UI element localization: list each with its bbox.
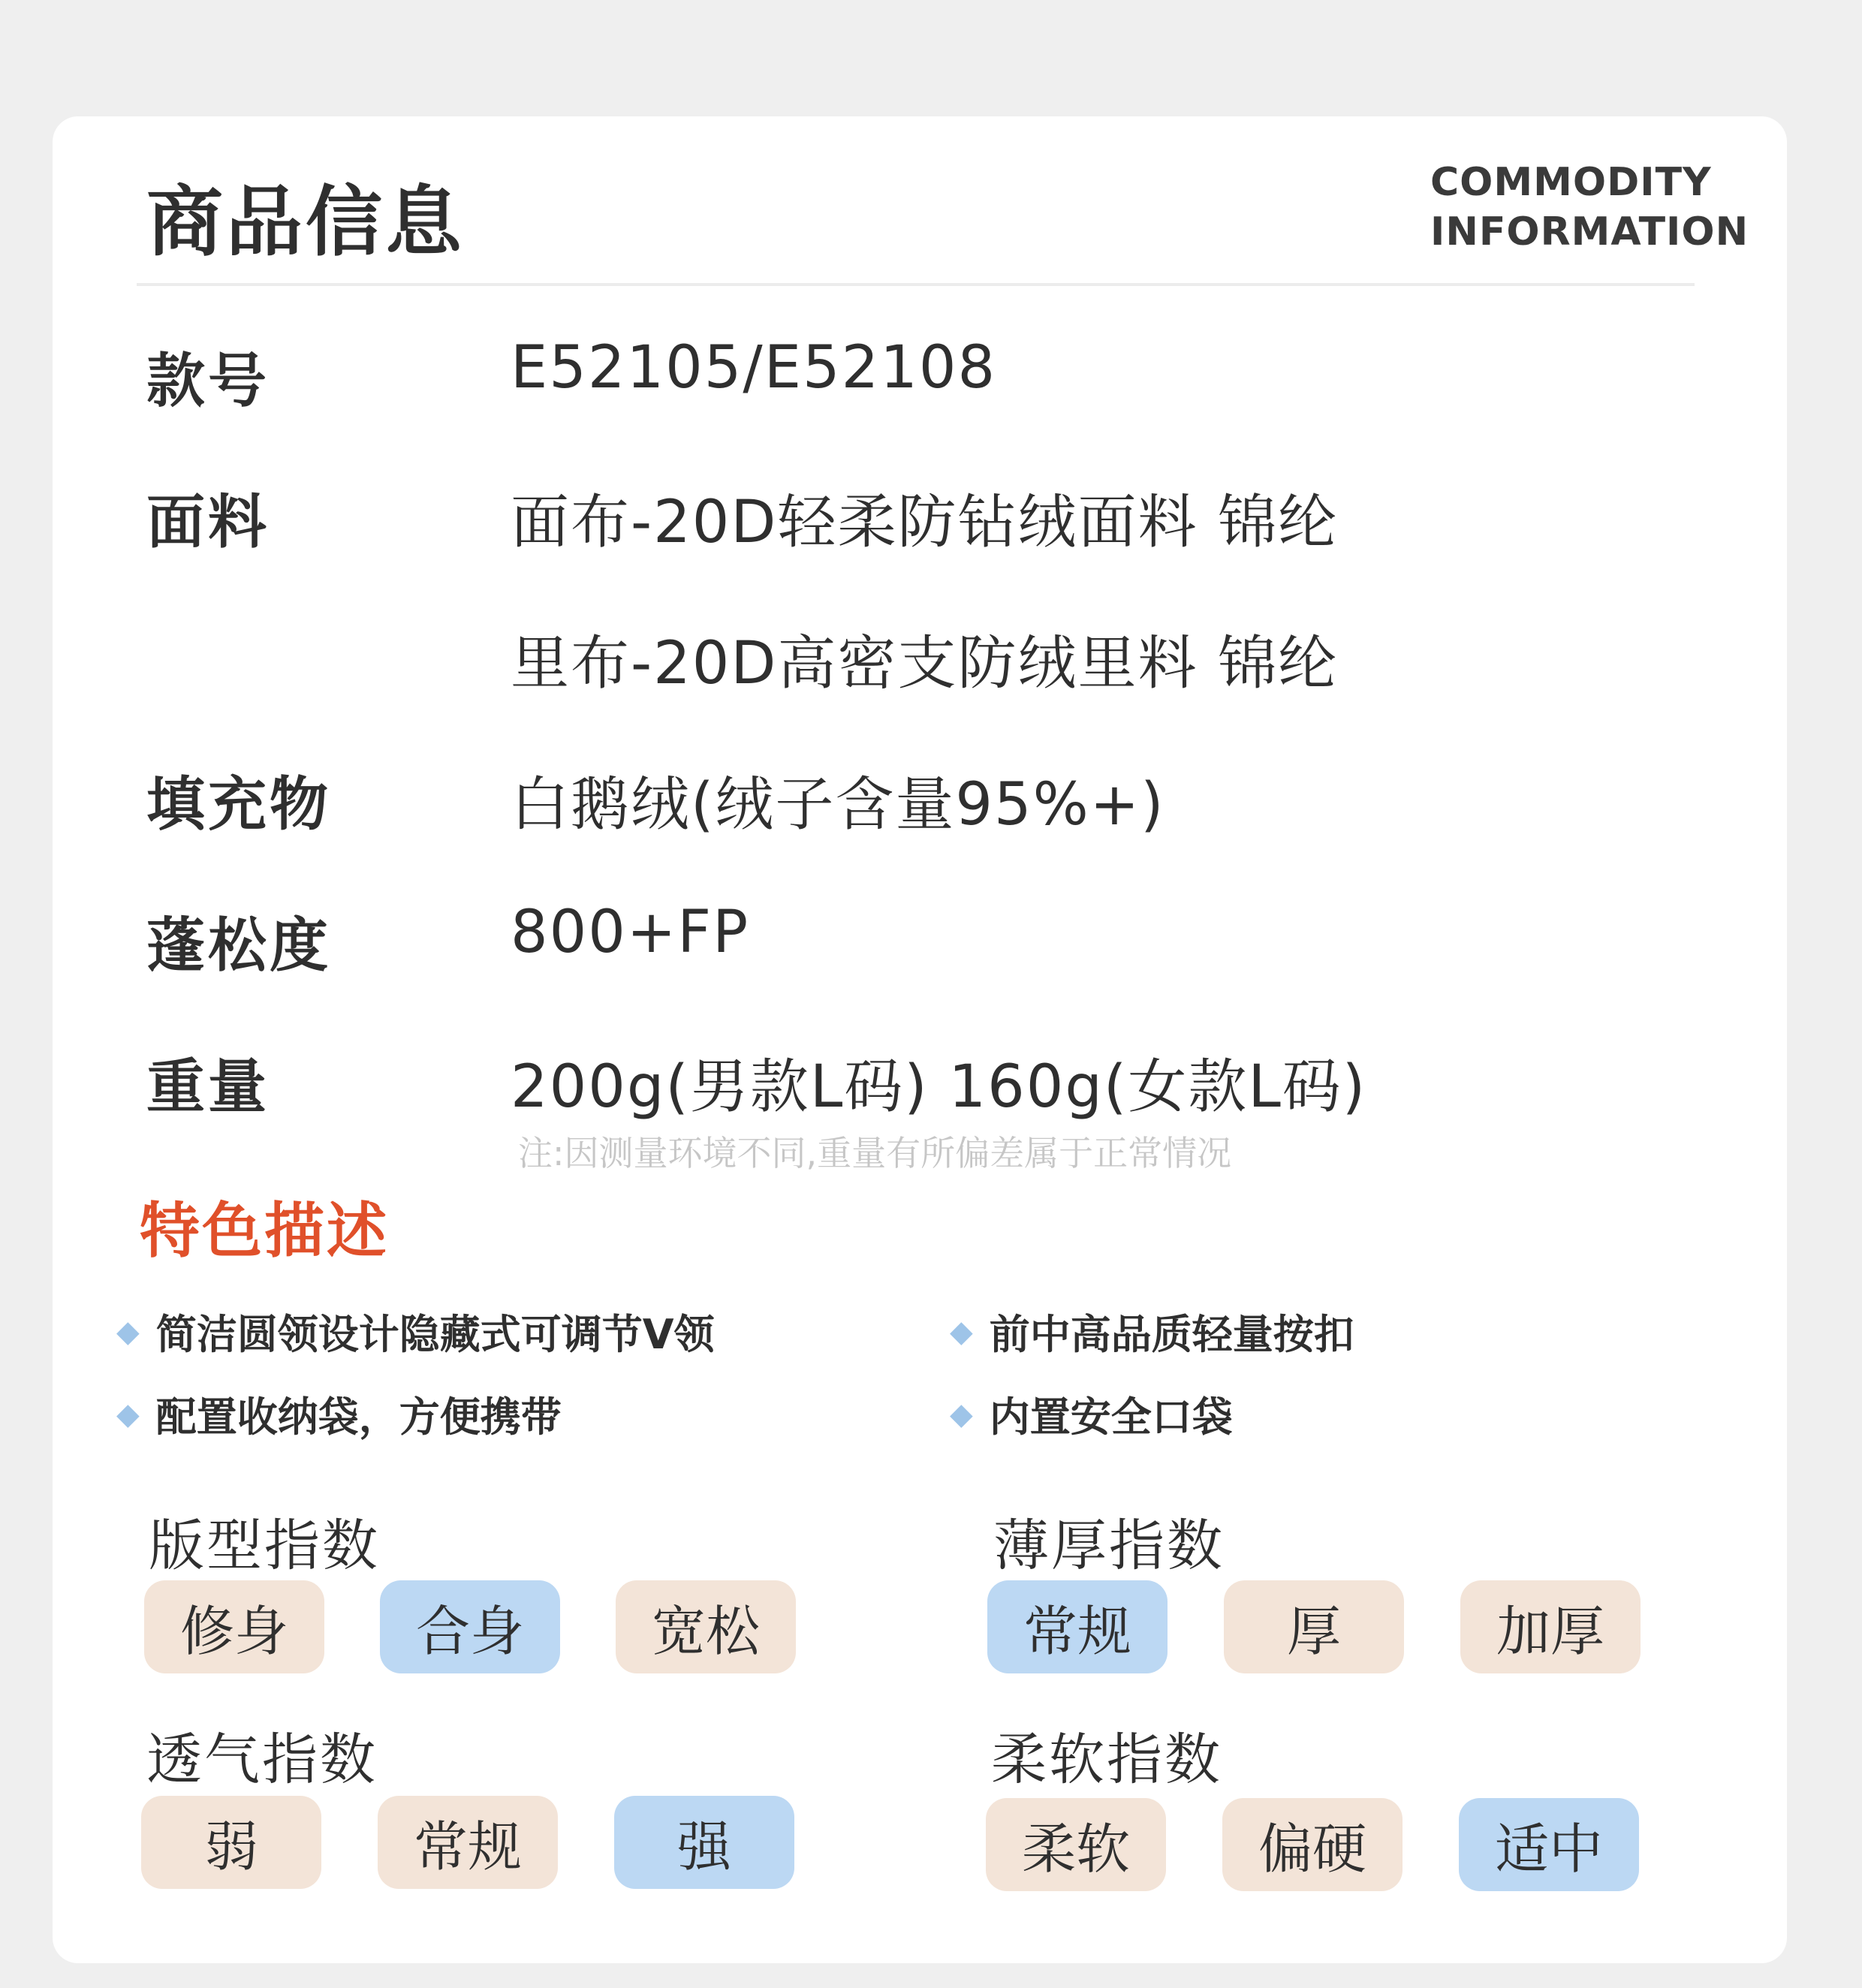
- feature-text: 配置收纳袋，方便携带: [155, 1393, 562, 1441]
- header-divider: [137, 283, 1695, 286]
- breathability-option-weak: 弱: [141, 1796, 321, 1889]
- bullet-icon: ◆: [116, 1396, 140, 1432]
- softness-option-moderate: 适中: [1459, 1798, 1639, 1891]
- feature-text: 简洁圆领设计隐藏式可调节V领: [155, 1311, 715, 1358]
- page-title: 商品信息: [146, 178, 465, 267]
- thickness-index-title: 薄厚指数: [993, 1514, 1225, 1578]
- thickness-option-thick: 厚: [1224, 1580, 1404, 1673]
- spec-value-fabric-lining: 里布-20D高密支防绒里料 锦纶: [511, 630, 1339, 697]
- thickness-option-normal: 常规: [987, 1580, 1168, 1673]
- features-title: 特色描述: [140, 1196, 389, 1266]
- breathability-index-title: 透气指数: [146, 1727, 378, 1792]
- feature-item: [116, 1385, 562, 1443]
- breathability-option-normal: 常规: [378, 1796, 558, 1889]
- feature-item: [950, 1385, 1233, 1443]
- feature-text: 内置安全口袋: [989, 1393, 1233, 1441]
- spec-value-filling: 白鹅绒(绒子含量95%+): [511, 771, 1165, 839]
- thickness-option-extra-thick: 加厚: [1460, 1580, 1641, 1673]
- feature-item: [950, 1303, 1354, 1360]
- spec-value-weight: 200g(男款L码) 160g(女款L码): [511, 1053, 1367, 1121]
- bullet-icon: ◆: [116, 1314, 140, 1349]
- spec-label-filling: 填充物: [146, 771, 332, 839]
- bullet-icon: ◆: [950, 1396, 973, 1432]
- spec-value-fabric-outer: 面布-20D轻柔防钻绒面料 锦纶: [511, 489, 1339, 556]
- english-title-line2: INFORMATION: [1430, 209, 1749, 255]
- english-title-line1: COMMODITY: [1430, 160, 1712, 205]
- bullet-icon: ◆: [950, 1314, 973, 1349]
- spec-value-fill-power: 800+FP: [511, 899, 750, 966]
- feature-item: [116, 1303, 715, 1360]
- softness-index-title: 柔软指数: [991, 1727, 1222, 1792]
- spec-label-fill-power: 蓬松度: [146, 912, 332, 980]
- spec-label-fabric: 面料: [146, 489, 270, 556]
- weight-note: 注:因测量环境不同,重量有所偏差属于正常情况: [518, 1133, 1232, 1173]
- product-info-card: [53, 116, 1787, 1963]
- spec-label-weight: 重量: [146, 1053, 270, 1121]
- softness-option-stiff: 偏硬: [1222, 1798, 1403, 1891]
- fit-index-title: 版型指数: [149, 1514, 380, 1578]
- fit-option-loose: 宽松: [616, 1580, 796, 1673]
- spec-label-style-no: 款号: [146, 348, 270, 415]
- fit-option-slim: 修身: [144, 1580, 324, 1673]
- feature-text: 前中高品质轻量按扣: [989, 1311, 1354, 1358]
- fit-option-regular: 合身: [380, 1580, 560, 1673]
- softness-option-soft: 柔软: [986, 1798, 1166, 1891]
- english-title: [1430, 158, 1749, 257]
- spec-value-style-no: E52105/E52108: [511, 334, 997, 402]
- breathability-option-strong: 强: [614, 1796, 794, 1889]
